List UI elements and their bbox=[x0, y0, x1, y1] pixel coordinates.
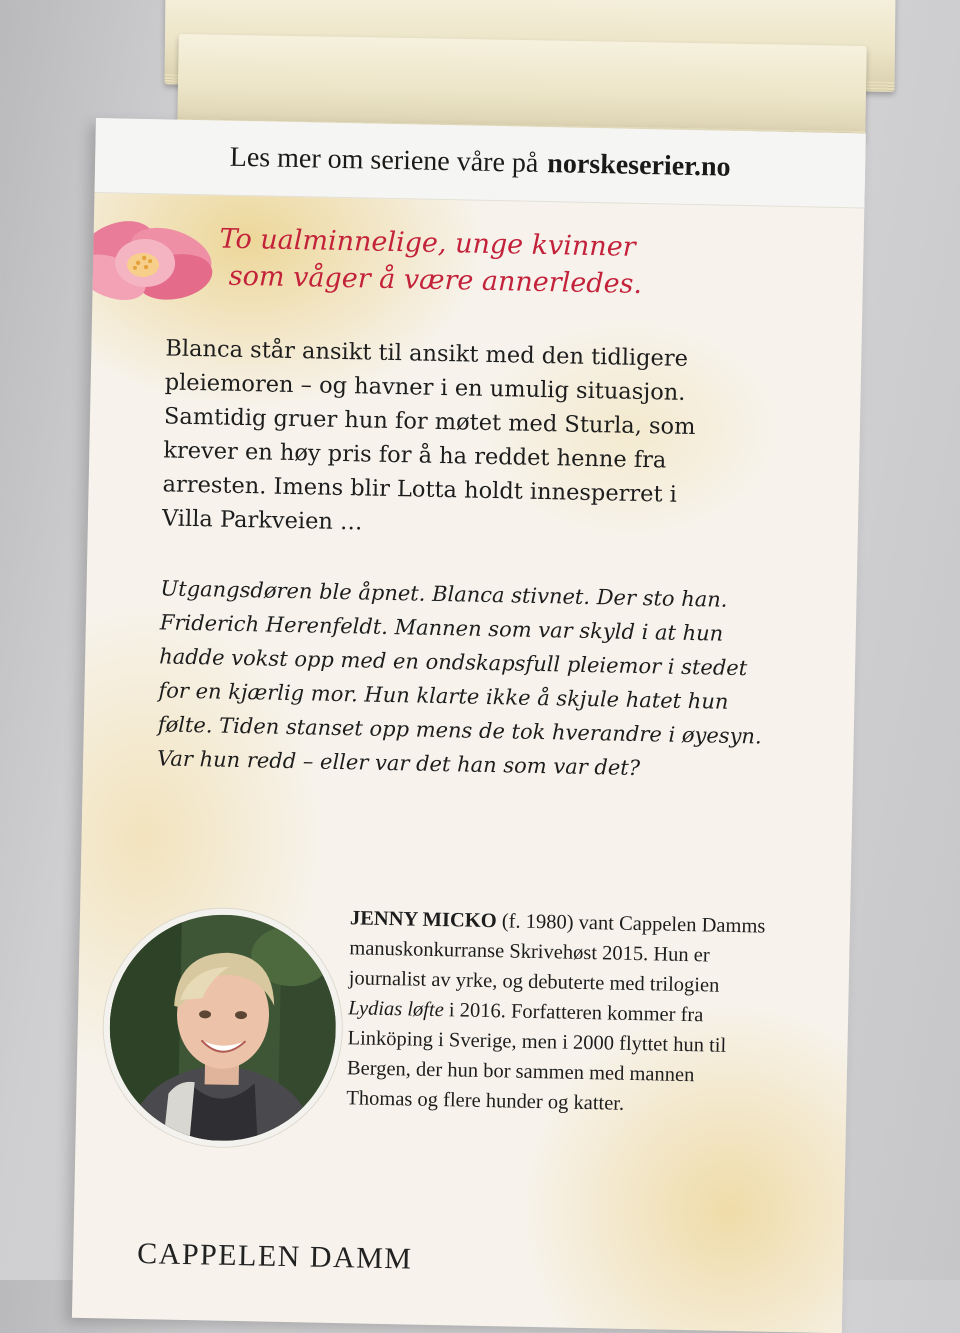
synopsis-line: Blanca står ansikt til ansikt med den tidligere bbox=[165, 335, 689, 372]
bio-text: i 2016. Forfatteren kommer fra bbox=[443, 999, 704, 1027]
synopsis-line: arresten. Imens blir Lotta holdt innesperret i bbox=[162, 471, 678, 508]
author-name: JENNY MICKO bbox=[349, 907, 497, 933]
book-back-cover bbox=[72, 118, 866, 1333]
bio-line: Linköping i Sverige, men i 2000 flyttet hun til bbox=[347, 1027, 727, 1057]
rose-flower-icon bbox=[78, 200, 220, 323]
tagline-line: som våger å være annerledes. bbox=[228, 260, 643, 300]
bio-line: journalist av yrke, og debuterte med trilogien bbox=[348, 967, 720, 997]
synopsis-line: Villa Parkveien … bbox=[161, 505, 363, 536]
synopsis-paragraph bbox=[162, 331, 786, 547]
banner-text: Les mer om seriene våre på bbox=[229, 141, 539, 179]
tagline-line: To ualminnelige, unge kvinner bbox=[219, 223, 636, 263]
series-banner bbox=[94, 118, 865, 208]
author-bio bbox=[346, 903, 820, 1122]
bio-line: Thomas og flere hunder og katter. bbox=[346, 1087, 625, 1115]
book-title: Lydias løfte bbox=[347, 997, 445, 1022]
portrait-illustration bbox=[108, 912, 338, 1142]
synopsis-line: krever en høy pris for å ha reddet henne fra bbox=[163, 437, 667, 474]
excerpt-line: Friderich Herenfeldt. Mannen som var skyld i at hun bbox=[159, 610, 724, 646]
banner-website: norskeserier.no bbox=[547, 148, 731, 183]
publisher-logo: CAPPELEN DAMM bbox=[136, 1237, 413, 1276]
bio-line: manuskonkurranse Skrivehøst 2015. Hun er bbox=[349, 937, 710, 967]
author-portrait-photo bbox=[101, 906, 344, 1149]
excerpt-line: Var hun redd – eller var det han som var det? bbox=[156, 746, 641, 781]
excerpt-line: hadde vokst opp med en ondskapsfull pleiemor i stedet bbox=[158, 644, 748, 681]
bio-line: Bergen, der hun bor sammen med mannen bbox=[346, 1057, 695, 1087]
excerpt-paragraph bbox=[157, 571, 821, 788]
excerpt-line: følte. Tiden stanset opp mens de tok hverandre i øyesyn. bbox=[157, 712, 762, 749]
bio-text: (f. 1980) vant Cappelen Damms bbox=[496, 910, 766, 938]
excerpt-line: Utgangsdøren ble åpnet. Blanca stivnet. Der sto han. bbox=[160, 576, 728, 612]
excerpt-line: for en kjærlig mor. Hun klarte ikke å skjule hatet hun bbox=[158, 678, 729, 714]
synopsis-line: Samtidig gruer hun for møtet med Sturla, som bbox=[163, 403, 696, 441]
synopsis-line: pleiemoren – og havner i en umulig situasjon. bbox=[164, 369, 686, 406]
tagline bbox=[218, 221, 839, 307]
